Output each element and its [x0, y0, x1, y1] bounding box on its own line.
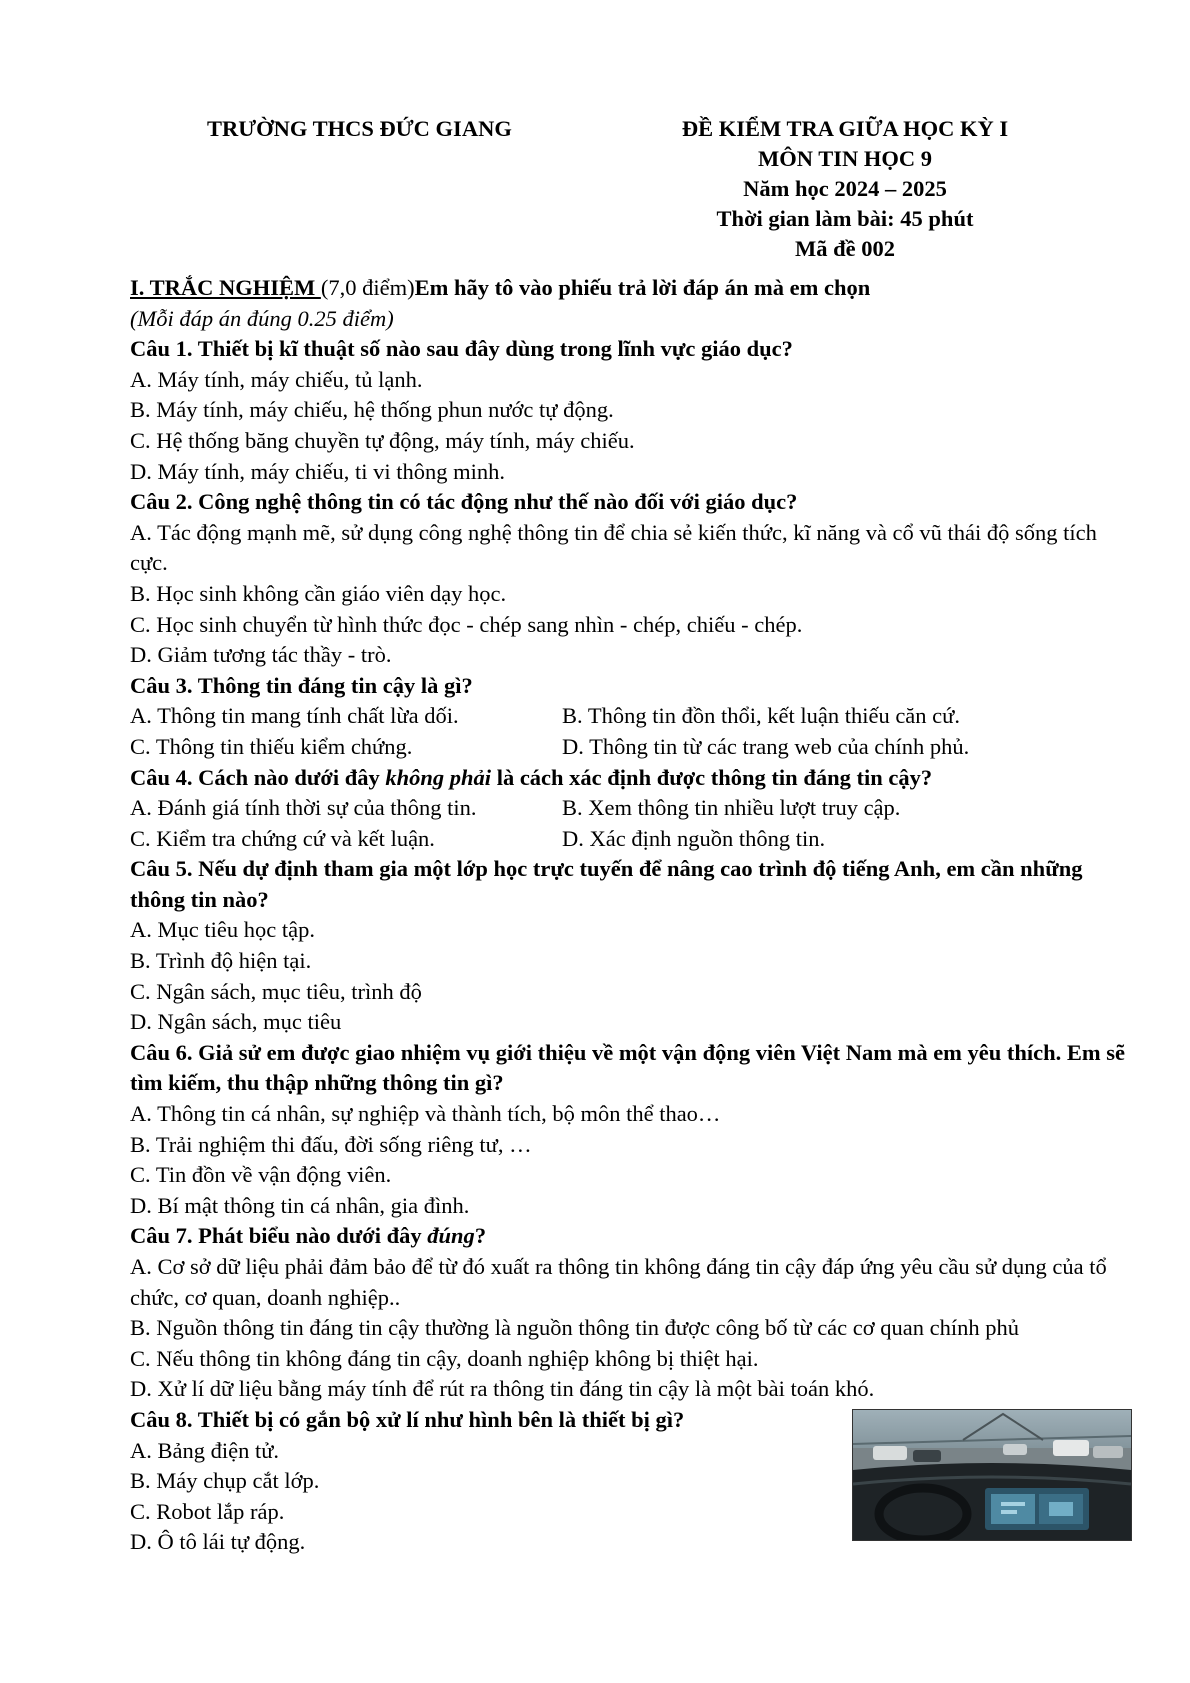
q3-option-a: A. Thông tin mang tính chất lừa dối. [130, 703, 459, 729]
exam-code: Mã đề 002 [795, 236, 895, 261]
q5-option-a: A. Mục tiêu học tập. [130, 917, 315, 943]
q7-option-d: D. Xử lí dữ liệu bằng máy tính để rút ra thông tin đáng tin cậy là một bài toán khó. [130, 1376, 875, 1402]
exam-header [620, 114, 1070, 264]
q8-option-c: C. Robot lắp ráp. [130, 1498, 285, 1524]
q3-question: Câu 3. Thông tin đáng tin cậy là gì? [130, 672, 473, 698]
q7-question [130, 1221, 1130, 1252]
section-heading-line [130, 273, 1130, 304]
q2-option-d: D. Giảm tương tác thầy - trò. [130, 642, 392, 668]
exam-year: Năm học 2024 – 2025 [743, 176, 947, 201]
q5-option-c: C. Ngân sách, mục tiêu, trình độ [130, 978, 422, 1004]
exam-duration: Thời gian làm bài: 45 phút [716, 206, 974, 231]
q5-option-b: B. Trình độ hiện tại. [130, 948, 312, 974]
section-points: (7,0 điểm) [320, 275, 415, 300]
q6-option-a: A. Thông tin cá nhân, sự nghiệp và thành tích, bộ môn thể thao… [130, 1101, 721, 1127]
q2-option-b: B. Học sinh không cần giáo viên dạy học. [130, 580, 507, 606]
q2-question: Câu 2. Công nghệ thông tin có tác động như thế nào đối với giáo dục? [130, 489, 798, 515]
q3-option-d: D. Thông tin từ các trang web của chính phủ. [562, 733, 970, 759]
q7-question-pre: Câu 7. Phát biểu nào dưới đây [130, 1223, 428, 1249]
exam-title: ĐỀ KIỂM TRA GIỮA HỌC KỲ I [681, 116, 1009, 141]
section-heading: I. TRẮC NGHIỆM [130, 275, 321, 300]
q8-block [130, 1405, 1130, 1558]
q1-option-c: C. Hệ thống băng chuyền tự động, máy tính, máy chiếu. [130, 427, 635, 453]
section-instruction: Em hãy tô vào phiếu trả lời đáp án mà em chọn [414, 275, 871, 300]
q6-option-b: B. Trải nghiệm thi đấu, đời sống riêng tư, … [130, 1131, 532, 1157]
q4-option-a: A. Đánh giá tính thời sự của thông tin. [130, 795, 477, 821]
q6-option-d: D. Bí mật thông tin cá nhân, gia đình. [130, 1192, 470, 1218]
q1-option-b: B. Máy tính, máy chiếu, hệ thống phun nước tự động. [130, 397, 614, 423]
q1-option-d: D. Máy tính, máy chiếu, ti vi thông minh. [130, 458, 505, 484]
self-driving-car-image [852, 1409, 1132, 1541]
q6-option-c: C. Tin đồn về vận động viên. [130, 1162, 392, 1188]
q7-option-a: A. Cơ sở dữ liệu phải đảm bảo để từ đó xuất ra thông tin không đáng tin cậy đáp ứng yêu cầu sử dụng của tổ chức, cơ quan, doanh nghiệp.. [130, 1254, 1107, 1310]
q4-question [130, 763, 1130, 794]
q7-option-c: C. Nếu thông tin không đáng tin cậy, doanh nghiệp không bị thiệt hại. [130, 1345, 759, 1371]
q6-question: Câu 6. Giả sử em được giao nhiệm vụ giới thiệu về một vận động viên Việt Nam mà em yêu thích. Em sẽ tìm kiếm, thu thập những thông tin gì? [130, 1039, 1126, 1096]
q3-row-1 [130, 701, 1130, 732]
q5-option-d: D. Ngân sách, mục tiêu [130, 1009, 342, 1035]
q4-question-pre: Câu 4. Cách nào dưới đây [130, 764, 386, 790]
q3-row-2 [130, 732, 1130, 763]
q7-question-emphasis: đúng [427, 1223, 475, 1249]
exam-content [130, 273, 1130, 1558]
q7-question-post: ? [474, 1223, 487, 1249]
q3-option-c: C. Thông tin thiếu kiểm chứng. [130, 733, 413, 759]
q1-question: Câu 1. Thiết bị kĩ thuật số nào sau đây dùng trong lĩnh vực giáo dục? [130, 336, 793, 362]
q2-option-c: C. Học sinh chuyển từ hình thức đọc - chép sang nhìn - chép, chiếu - chép. [130, 611, 803, 637]
q8-option-a: A. Bảng điện tử. [130, 1437, 280, 1463]
q8-option-d: D. Ô tô lái tự động. [130, 1529, 306, 1555]
q8-question: Câu 8. Thiết bị có gắn bộ xử lí như hình bên là thiết bị gì? [130, 1406, 685, 1432]
q2-option-a: A. Tác động mạnh mẽ, sử dụng công nghệ thông tin để chia sẻ kiến thức, kĩ năng và cổ vũ thái độ sống tích cực. [130, 519, 1097, 576]
q7-option-b: B. Nguồn thông tin đáng tin cậy thường là nguồn thông tin được công bố từ các cơ quan chính phủ [130, 1315, 1020, 1341]
q5-question: Câu 5. Nếu dự định tham gia một lớp học trực tuyến để nâng cao trình độ tiếng Anh, em cần những thông tin nào? [130, 856, 1083, 912]
q3-option-b: B. Thông tin đồn thổi, kết luận thiếu căn cứ. [562, 703, 960, 729]
exam-subject: MÔN TIN HỌC 9 [758, 146, 932, 171]
q4-row-2 [130, 824, 1130, 855]
q4-option-b: B. Xem thông tin nhiều lượt truy cập. [562, 795, 901, 821]
q4-option-c: C. Kiểm tra chứng cứ và kết luận. [130, 825, 435, 851]
q1-option-a: A. Máy tính, máy chiếu, tủ lạnh. [130, 366, 423, 392]
q4-option-d: D. Xác định nguồn thông tin. [562, 825, 826, 851]
q8-option-b: B. Máy chụp cắt lớp. [130, 1468, 320, 1494]
school-name: TRƯỜNG THCS ĐỨC GIANG [207, 116, 512, 141]
q4-question-emphasis: không phải [385, 764, 492, 790]
section-note: (Mỗi đáp án đúng 0.25 điểm) [130, 305, 394, 331]
q4-question-post: là cách xác định được thông tin đáng tin cậy? [491, 764, 933, 790]
q4-row-1 [130, 793, 1130, 824]
car-interior-illustration [853, 1410, 1131, 1540]
